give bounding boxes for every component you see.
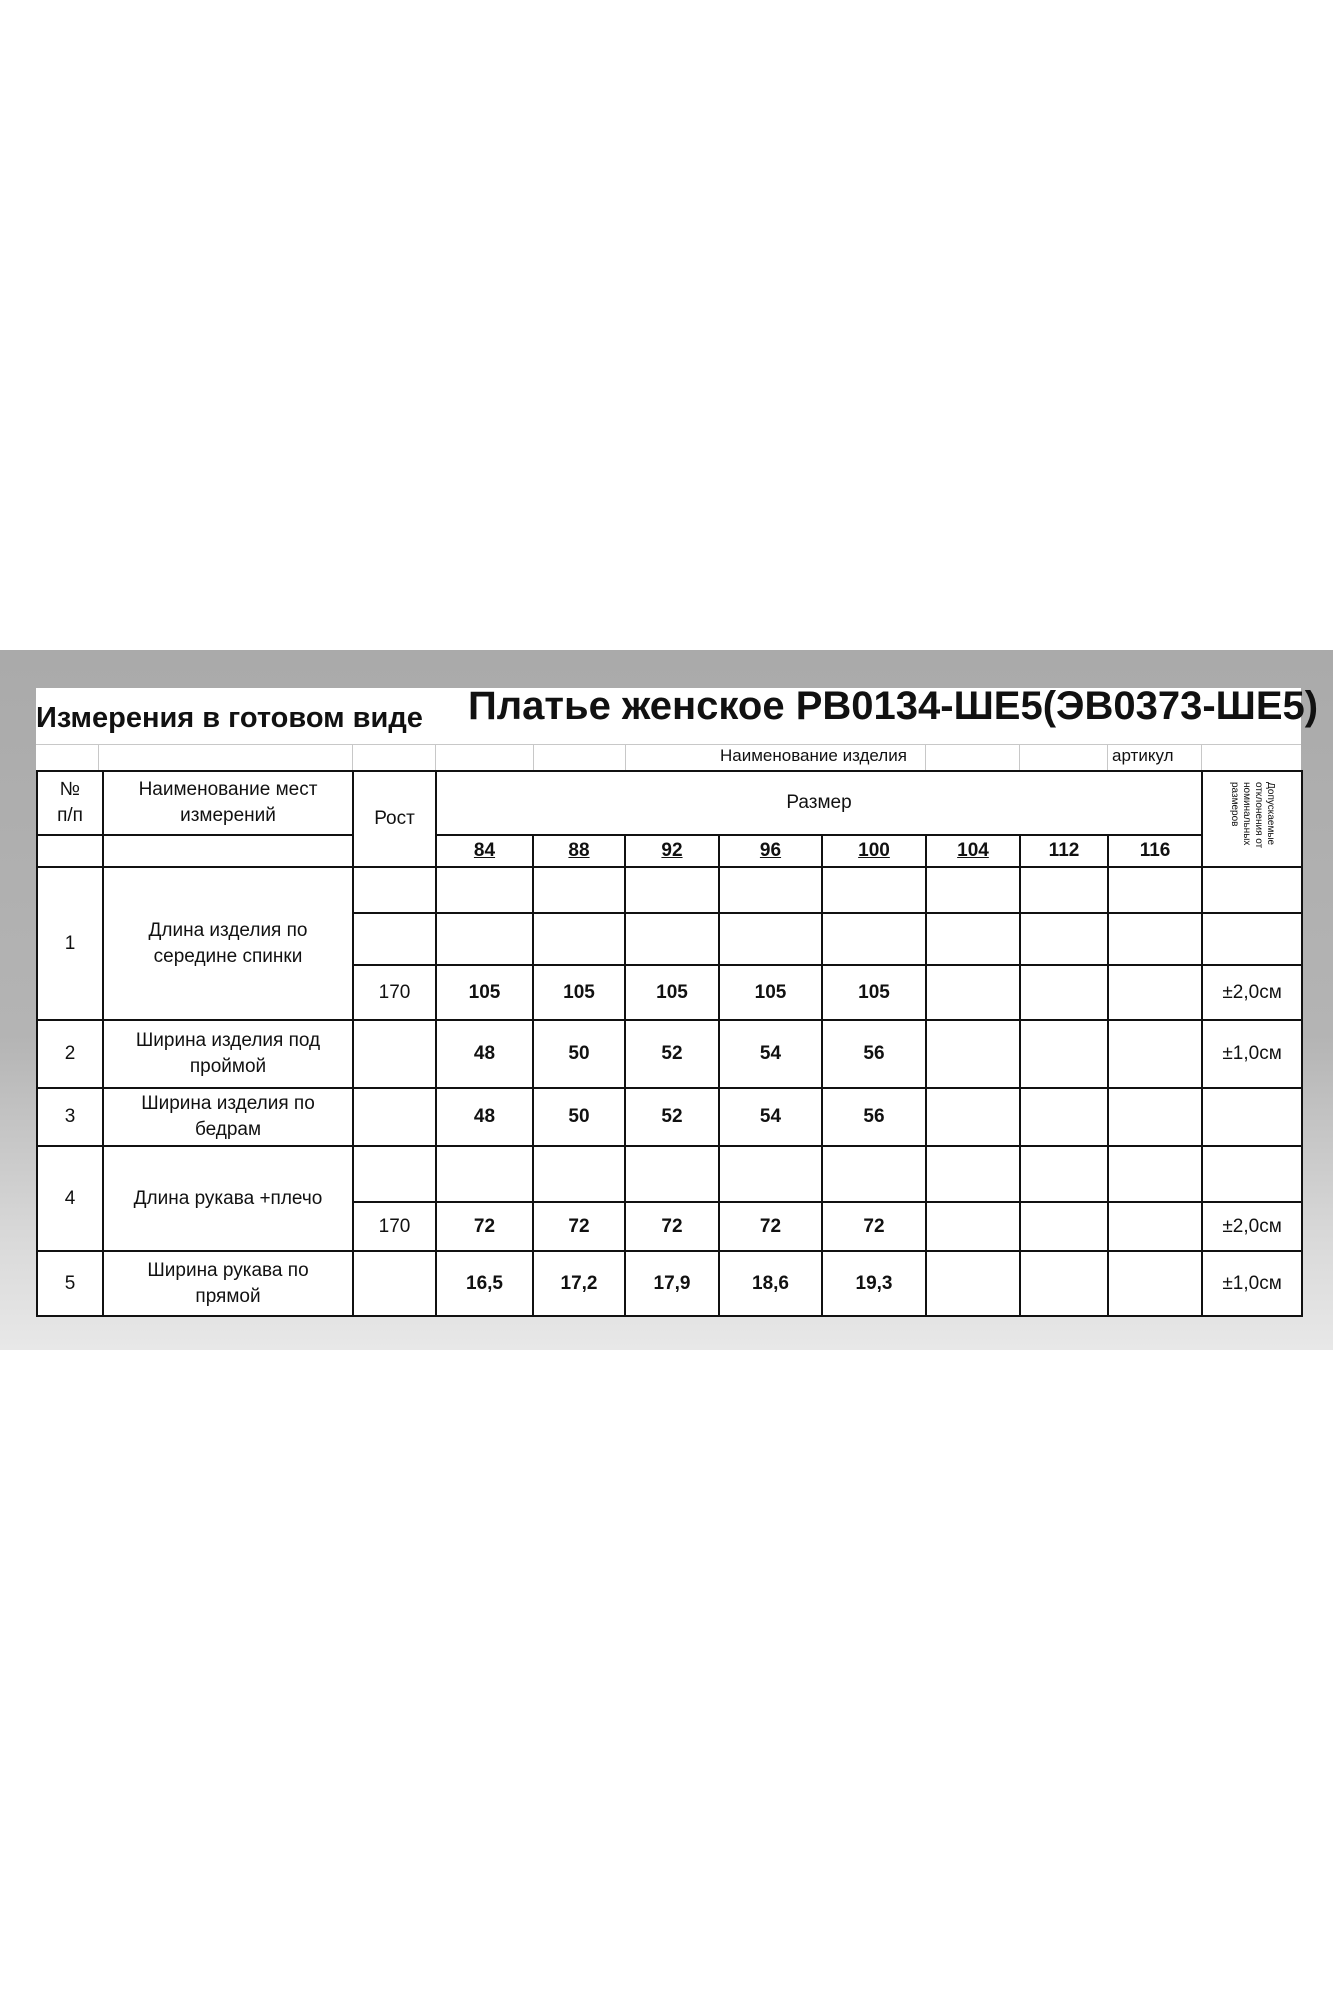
grid-line xyxy=(1107,744,1108,770)
empty-cell xyxy=(436,1146,533,1202)
value-cell xyxy=(1020,1020,1108,1088)
col-header-tolerance xyxy=(1202,771,1302,867)
value-cell xyxy=(926,1202,1020,1251)
value-cell: 56 xyxy=(822,1088,926,1146)
grid-line xyxy=(352,744,353,770)
empty-cell xyxy=(625,1146,719,1202)
document-subtitle: Измерения в готовом виде xyxy=(36,702,423,734)
size-label: 104 xyxy=(957,840,989,862)
empty-cell xyxy=(533,1146,625,1202)
size-label: 96 xyxy=(759,840,782,862)
value-cell xyxy=(1020,1088,1108,1146)
empty-cell xyxy=(1020,1146,1108,1202)
value-cell: 18,6 xyxy=(719,1251,822,1316)
row-number: 3 xyxy=(37,1088,103,1146)
empty-cell xyxy=(926,913,1020,965)
row-height xyxy=(353,1020,436,1088)
value-cell: 54 xyxy=(719,1088,822,1146)
empty-cell xyxy=(822,913,926,965)
tolerance-cell: ±2,0см xyxy=(1202,1202,1302,1251)
empty-cell xyxy=(353,913,436,965)
row-number: 4 xyxy=(37,1146,103,1251)
value-cell: 50 xyxy=(533,1088,625,1146)
size-label: 112 xyxy=(1048,840,1080,862)
row-name: Ширина изделия под проймой xyxy=(103,1020,353,1088)
value-cell: 52 xyxy=(625,1088,719,1146)
grid-line xyxy=(36,744,1301,745)
row-height: 170 xyxy=(353,965,436,1020)
value-cell xyxy=(1108,1088,1202,1146)
value-cell xyxy=(1108,1251,1202,1316)
empty-cell xyxy=(533,913,625,965)
row-number: 5 xyxy=(37,1251,103,1316)
size-label: 116 xyxy=(1139,840,1171,862)
size-84 xyxy=(436,835,533,867)
value-cell: 105 xyxy=(436,965,533,1020)
empty-cell xyxy=(926,867,1020,913)
document-title: Платье женское РВ0134-ШЕ5(ЭВ0373-ШЕ5) xyxy=(468,684,1319,728)
empty-cell xyxy=(436,913,533,965)
empty-cell xyxy=(1202,913,1302,965)
value-cell: 105 xyxy=(625,965,719,1020)
tolerance-header-text: Допускаемые отклонения от номинальных размеров xyxy=(1229,782,1277,849)
tolerance-cell xyxy=(1202,1088,1302,1146)
value-cell xyxy=(926,1020,1020,1088)
empty-cell xyxy=(926,1146,1020,1202)
tolerance-cell: ±1,0см xyxy=(1202,1020,1302,1088)
empty-cell xyxy=(1108,1146,1202,1202)
value-cell xyxy=(1108,1020,1202,1088)
value-cell: 54 xyxy=(719,1020,822,1088)
value-cell: 72 xyxy=(719,1202,822,1251)
grid-line xyxy=(925,744,926,770)
value-cell xyxy=(1020,1251,1108,1316)
value-cell: 50 xyxy=(533,1020,625,1088)
empty-cell xyxy=(1202,867,1302,913)
empty-cell xyxy=(533,867,625,913)
tolerance-cell: ±1,0см xyxy=(1202,1251,1302,1316)
size-label: 92 xyxy=(661,840,683,862)
row-height xyxy=(353,1251,436,1316)
header-cell xyxy=(103,835,353,867)
row-name: Длина изделия по середине спинки xyxy=(103,867,353,1020)
header-cell xyxy=(37,835,103,867)
col-header-height: Рост xyxy=(353,771,436,867)
empty-cell xyxy=(625,913,719,965)
size-88 xyxy=(533,835,625,867)
empty-cell xyxy=(353,1146,436,1202)
value-cell: 105 xyxy=(533,965,625,1020)
value-cell xyxy=(926,1251,1020,1316)
empty-cell xyxy=(822,867,926,913)
size-label: 100 xyxy=(858,840,890,862)
row-name: Длина рукава +плечо xyxy=(103,1146,353,1251)
col-header-size: Размер xyxy=(436,771,1202,835)
size-112 xyxy=(1020,835,1108,867)
value-cell: 17,9 xyxy=(625,1251,719,1316)
empty-cell xyxy=(1020,867,1108,913)
value-cell: 16,5 xyxy=(436,1251,533,1316)
grid-line xyxy=(1201,744,1202,770)
value-cell: 72 xyxy=(533,1202,625,1251)
empty-cell xyxy=(719,913,822,965)
empty-cell xyxy=(1108,867,1202,913)
value-cell: 17,2 xyxy=(533,1251,625,1316)
tolerance-cell: ±2,0см xyxy=(1202,965,1302,1020)
grid-line xyxy=(1019,744,1020,770)
empty-cell xyxy=(625,867,719,913)
size-96 xyxy=(719,835,822,867)
value-cell xyxy=(1108,965,1202,1020)
grid-line xyxy=(533,744,534,770)
value-cell: 52 xyxy=(625,1020,719,1088)
value-cell: 48 xyxy=(436,1088,533,1146)
measurements-table xyxy=(36,770,1303,1317)
empty-cell xyxy=(719,1146,822,1202)
article-label: артикул xyxy=(1112,746,1174,765)
value-cell: 56 xyxy=(822,1020,926,1088)
value-cell: 72 xyxy=(822,1202,926,1251)
empty-cell xyxy=(353,867,436,913)
size-100 xyxy=(822,835,926,867)
grid-line xyxy=(98,744,99,770)
product-name-label: Наименование изделия xyxy=(720,746,907,765)
empty-cell xyxy=(822,1146,926,1202)
size-116 xyxy=(1108,835,1202,867)
grid-line xyxy=(435,744,436,770)
empty-cell xyxy=(436,867,533,913)
col-header-number: № п/п xyxy=(37,771,103,835)
row-height: 170 xyxy=(353,1202,436,1251)
empty-cell xyxy=(1020,913,1108,965)
grid-line xyxy=(625,744,626,770)
empty-cell xyxy=(1202,1146,1302,1202)
value-cell xyxy=(1020,965,1108,1020)
size-label: 88 xyxy=(568,840,590,862)
row-name: Ширина изделия по бедрам xyxy=(103,1088,353,1146)
empty-cell xyxy=(1108,913,1202,965)
value-cell: 105 xyxy=(719,965,822,1020)
value-cell xyxy=(926,965,1020,1020)
row-number: 2 xyxy=(37,1020,103,1088)
row-number: 1 xyxy=(37,867,103,1020)
size-chart-sheet xyxy=(36,684,1319,1315)
size-92 xyxy=(625,835,719,867)
value-cell xyxy=(1020,1202,1108,1251)
value-cell: 19,3 xyxy=(822,1251,926,1316)
size-104 xyxy=(926,835,1020,867)
value-cell: 48 xyxy=(436,1020,533,1088)
col-header-name: Наименование мест измерений xyxy=(103,771,353,835)
empty-cell xyxy=(719,867,822,913)
value-cell: 72 xyxy=(436,1202,533,1251)
value-cell: 72 xyxy=(625,1202,719,1251)
value-cell: 105 xyxy=(822,965,926,1020)
size-label: 84 xyxy=(473,840,496,862)
value-cell xyxy=(1108,1202,1202,1251)
value-cell xyxy=(926,1088,1020,1146)
row-height xyxy=(353,1088,436,1146)
row-name: Ширина рукава по прямой xyxy=(103,1251,353,1316)
